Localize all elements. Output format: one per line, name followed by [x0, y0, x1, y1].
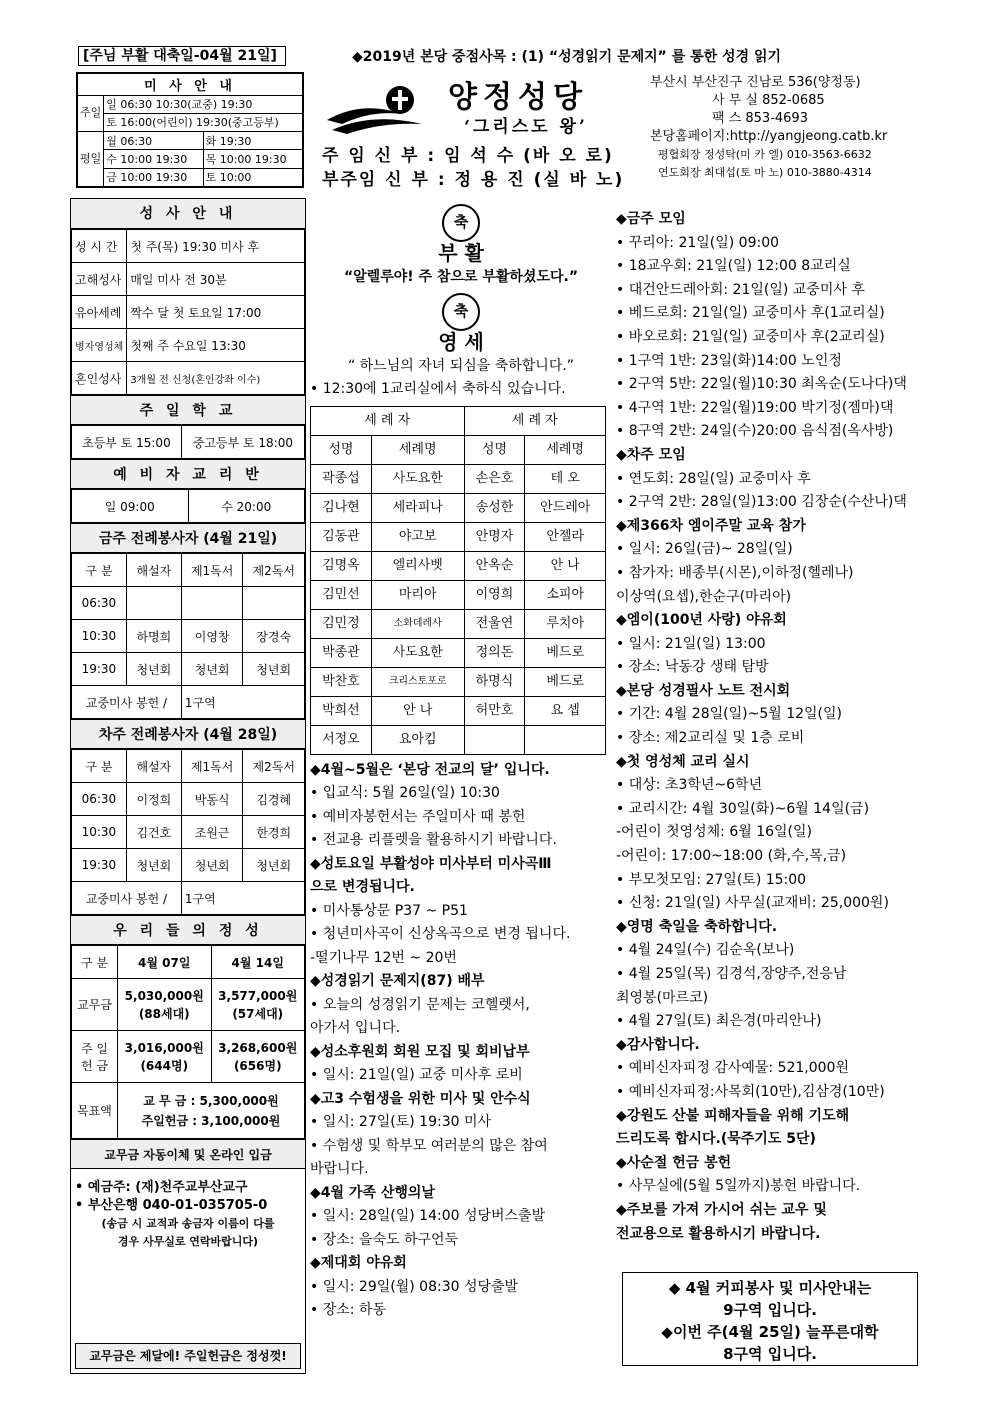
left-column: [70, 198, 306, 1374]
td: [126, 587, 181, 620]
th: 해설자: [126, 554, 181, 587]
td: 1구역: [181, 882, 304, 915]
celebration-seal-icon: 축: [442, 204, 480, 242]
homepage-link[interactable]: 본당홈페이지:http://yangjeong.catb.kr: [650, 129, 888, 144]
sacr-value: 3개월 전 신청(혼인강좌 이수): [127, 362, 305, 395]
notice-line: 으로 변경됩니다.: [310, 879, 415, 895]
td: 김경혜: [243, 783, 305, 816]
th: 세례명: [371, 435, 464, 464]
td: 06:30: [72, 587, 127, 620]
celebration-seal-icon: 축: [442, 293, 480, 331]
td: 장경숙: [243, 620, 305, 653]
sacr-label: 성 시 간: [72, 230, 127, 263]
notice-line: • 장소: 을숙도 하구언둑: [310, 1231, 459, 1248]
mass-cell: 월 06:30: [104, 132, 203, 150]
sacr-label: 유아세례: [72, 296, 127, 329]
sacr-label: 혼인성사: [72, 362, 127, 395]
servers-this-week: [71, 553, 305, 719]
th: 제2독서: [243, 554, 305, 587]
th: 구 분: [72, 554, 127, 587]
notice-line: ◆고3 수험생을 위한 미사 및 안수식: [310, 1090, 531, 1107]
td: 이정희: [126, 783, 181, 816]
td: [243, 587, 305, 620]
sacr-label: 고해성사: [72, 263, 127, 296]
td: 조원근: [181, 816, 243, 849]
td: 김건호: [126, 816, 181, 849]
notice-line: • 연도회: 28일(일) 교중미사 후: [616, 470, 811, 487]
easter-message: “알렐루야! 주 참으로 부활하셨도다.”: [343, 268, 579, 285]
bapt-cell: 송성한: [464, 493, 525, 522]
notice-box: [622, 1272, 918, 1366]
sacr-label: 병자영성체: [72, 329, 127, 362]
notice-line: ◆주보를 가져 가시어 쉬는 교우 및: [616, 1201, 827, 1218]
notice-line: ◆엠이(100년 사랑) 야유회: [616, 612, 787, 629]
td: 3,268,600원 (656명): [211, 1031, 305, 1083]
th: 4월 14일: [211, 946, 305, 979]
baptism-table: [310, 406, 606, 755]
notice-line: ◆성소후원회 회원 모집 및 회비납부: [310, 1043, 530, 1060]
sacr-value: 첫 주(목) 19:30 미사 후: [127, 230, 305, 263]
bapt-cell: 소화데레사: [371, 609, 464, 638]
weekday-label: 평일: [78, 132, 104, 187]
bank-line: • 부산은행 040-01-035705-0: [75, 1198, 268, 1213]
note-line: ◆이번 주(4월 25일) 늘푸른대학: [661, 1323, 879, 1341]
bapt-cell: 전울연: [464, 609, 525, 638]
servers-next-week: [71, 749, 305, 915]
notice-line: • 일시: 28일(일) 14:00 성당버스출발: [310, 1208, 546, 1224]
mass-schedule: [76, 72, 304, 188]
bapt-cell: 김동관: [311, 522, 372, 551]
bapt-cell: 허만호: [464, 696, 525, 725]
notice-line: ◆첫 영성체 교리 실시: [616, 753, 750, 770]
sunday-school-title: 주 일 학 교: [71, 395, 305, 425]
right-column: [616, 208, 922, 1246]
bank-title: 교무금 자동이체 및 온라인 입금: [71, 1139, 305, 1169]
notice-line: • 입교식: 5월 26일(일) 10:30: [310, 785, 500, 801]
bapt-cell: 테 오: [525, 464, 606, 493]
notice-line: • 베드로회: 21일(일) 교중미사 후(1교리실): [616, 305, 885, 322]
pastoral-theme: ◆2019년 본당 중점사목 : (1) “성경읽기 문제지” 를 통한 성경 읽기: [352, 49, 782, 65]
notice-line: • 교리시간: 4월 30일(화)~6월 14일(금): [616, 800, 870, 817]
bank-line: 경우 사무실로 연락바랍니다): [117, 1235, 259, 1248]
td: 청년회: [126, 653, 181, 686]
church-name: 양정성당: [448, 80, 588, 115]
td: 청년회: [181, 849, 243, 882]
bapt-cell: 안 나: [371, 696, 464, 725]
notice-line: ◆제366차 엠이주말 교육 참가: [616, 517, 806, 534]
date-header: [주님 부활 대축일-04월 21일]: [78, 46, 286, 66]
bapt-cell: 세라피나: [371, 493, 464, 522]
td: 19:30: [72, 653, 127, 686]
td: 청년회: [243, 653, 305, 686]
bapt-cell: 안드레아: [525, 493, 606, 522]
bank-info: [71, 1169, 305, 1261]
bapt-cell: 하명식: [464, 667, 525, 696]
th: 제1독서: [181, 750, 243, 783]
mass-cell: 수 10:00 19:30: [104, 150, 203, 168]
th: 제2독서: [243, 750, 305, 783]
notice-line: • 4월 25일(목) 김경석,장양주,전응남: [616, 966, 847, 982]
bapt-cell: 요아킴: [371, 725, 464, 754]
servers-next-week-title: 차주 전례봉사자 (4월 28일): [71, 719, 305, 749]
sacrament-title: 성 사 안 내: [71, 199, 305, 229]
office-phone: 사 무 실 852-0685: [712, 93, 825, 108]
notice-line: • 일시: 29일(월) 08:30 성당출발: [310, 1278, 519, 1295]
notice-line: ◆감사합니다.: [616, 1036, 700, 1053]
sacr-value: 매일 미사 전 30분: [127, 263, 305, 296]
notice-line: • 미사통상문 P37 ~ P51: [310, 902, 468, 919]
notice-line: 드리도록 합시다.(묵주기도 5단): [616, 1131, 816, 1148]
notice-line: • 수험생 및 학부모 여러분의 많은 참여: [310, 1137, 548, 1154]
notice-line: ◆성경읽기 문제지(87) 배부: [310, 973, 485, 989]
bapt-cell: 요 셉: [525, 696, 606, 725]
td: 한경희: [243, 816, 305, 849]
td: 교무금: [72, 979, 118, 1031]
notice-line: • 예비신자피정:사목회(10만),김삼경(10만): [616, 1083, 885, 1100]
td: [181, 587, 243, 620]
bapt-cell: 베드로: [525, 667, 606, 696]
church-logo-icon: [322, 80, 442, 140]
bapt-cell: 김민선: [311, 580, 372, 609]
notice-line: • 장소: 하동: [310, 1302, 386, 1318]
notice-line: • 일시: 21일(일) 교중 미사후 로비: [310, 1067, 523, 1083]
bapt-cell: 베드로: [525, 638, 606, 667]
td: 청년회: [181, 653, 243, 686]
bapt-cell: 엘리사벳: [371, 551, 464, 580]
note-line: 9구역 입니다.: [723, 1301, 817, 1319]
notice-line: • 4구역 1반: 22일(월)19:00 박기정(젬마)댁: [616, 399, 894, 416]
td: 3,016,000원 (644명): [118, 1031, 212, 1083]
bapt-cell: 크리스토포로: [371, 667, 464, 696]
middle-notices: [310, 759, 612, 1323]
sunday-row: 일 06:30 10:30(교중) 19:30: [104, 95, 303, 113]
baptism-title: 영 세: [438, 330, 484, 354]
council-president: 평협회장 정성탁(미 카 엘) 010-3563-6632: [658, 148, 872, 161]
notice-line: -떨기나무 12번 ~ 20번: [310, 949, 457, 966]
note-line: ◆ 4월 커피봉사 및 미사안내는: [668, 1279, 872, 1297]
cat-cell: 수 20:00: [188, 490, 305, 523]
bank-line: (송금 시 교적과 송금자 이름이 다를: [101, 1217, 275, 1230]
td: 박동식: [181, 783, 243, 816]
td: 06:30: [72, 783, 127, 816]
notice-line: • 사무실에(5월 5일까지)봉헌 바랍니다.: [616, 1178, 861, 1195]
notice-line: -어린이 첫영성체: 6월 16일(일): [616, 824, 813, 841]
easter-title: 부 활: [438, 241, 484, 265]
notice-line: • 18교우회: 21일(일) 12:00 8교리실: [616, 258, 851, 275]
baptism-message: “ 하느님의 자녀 되심을 축하합니다.”: [347, 357, 575, 374]
bapt-cell: 김명옥: [311, 551, 372, 580]
notice-line: ◆4월~5월은 ‘본당 전교의 달’ 입니다.: [310, 761, 550, 778]
bapt-cell: 마리아: [371, 580, 464, 609]
address: 부산시 부산진구 진남로 536(양정동): [650, 75, 861, 90]
sacrament-table: [71, 229, 305, 395]
note-line: 8구역 입니다.: [723, 1345, 817, 1363]
offering-slogan: 교무금은 제달에! 주일헌금은 정성껏!: [75, 1343, 301, 1369]
notice-line: ◆강원도 산불 피해자들을 위해 기도해: [616, 1107, 850, 1124]
notice-line: -어린이: 17:00~18:00 (화,수,목,금): [616, 848, 847, 865]
middle-column: [310, 204, 612, 1323]
th: 구 분: [72, 750, 127, 783]
offering-table: [71, 945, 305, 1139]
th: 세 례 자: [311, 406, 465, 435]
bapt-cell: 루치아: [525, 609, 606, 638]
bapt-cell: 이영희: [464, 580, 525, 609]
notice-line: • 1구역 1반: 23일(화)14:00 노인정: [616, 352, 842, 369]
notice-line: • 청년미사곡이 신상옥곡으로 변경 됩니다.: [310, 926, 571, 942]
td: 10:30: [72, 816, 127, 849]
goal-line: 주일헌금 : 3,100,000원: [141, 1113, 281, 1128]
mass-cell: 화 19:30: [203, 132, 302, 150]
saturday-row: 토 16:00(어린이) 19:30(중고등부): [104, 113, 303, 131]
sunday-label: 주일: [78, 95, 104, 132]
td: 주 일 헌 금: [72, 1031, 118, 1083]
church-subtitle: ‘그리스도 왕’: [464, 117, 588, 137]
th: 해설자: [126, 750, 181, 783]
th: 세례명: [525, 435, 606, 464]
bapt-cell: 사도요한: [371, 638, 464, 667]
bapt-cell: 사도요한: [371, 464, 464, 493]
baptism-note: • 12:30에 1교리실에서 축하식 있습니다.: [310, 381, 566, 397]
notice-line: • 8구역 2반: 24일(수)20:00 음식점(옥사방): [616, 423, 894, 440]
contact-info: [650, 74, 887, 182]
goal-line: 교 무 금 : 5,300,000원: [143, 1093, 279, 1108]
notice-line: 바랍니다.: [310, 1161, 369, 1177]
bapt-cell: 손은호: [464, 464, 525, 493]
bank-line: • 예금주: (재)천주교부산교구: [75, 1180, 248, 1195]
notice-line: • 바오로회: 21일(일) 교중미사 후(2교리실): [616, 328, 885, 345]
td: 교중미사 봉헌 /: [72, 882, 182, 915]
notice-line: • 참가자: 배종부(시몬),이하정(헬레나): [616, 564, 854, 581]
fax: 팩 스 853-4693: [712, 111, 808, 126]
td: 교중미사 봉헌 /: [72, 686, 182, 719]
td: 3,577,000원 (57세대): [211, 979, 305, 1031]
td: 목표액: [72, 1083, 118, 1139]
bapt-cell: 박찬호: [311, 667, 372, 696]
cat-cell: 일 09:00: [72, 490, 189, 523]
bapt-cell: 김나현: [311, 493, 372, 522]
td: 청년회: [243, 849, 305, 882]
notice-line: • 기간: 4월 28일(일)~5월 12일(일): [616, 706, 842, 723]
notice-line: 아가서 입니다.: [310, 1020, 401, 1036]
notice-line: • 신청: 21일(일) 사무실(교재비: 25,000원): [616, 895, 889, 912]
yeondo-president: 연도회장 최대섭(토 마 노) 010-3880-4314: [658, 166, 872, 179]
notice-line: • 4월 27일(토) 최은경(마리안나): [616, 1013, 822, 1030]
bapt-cell: 안옥순: [464, 551, 525, 580]
th: 구 분: [72, 946, 118, 979]
notice-line: • 예비신자피정 감사예물: 521,000원: [616, 1060, 849, 1077]
td: 1구역: [181, 686, 304, 719]
th: 성명: [311, 435, 372, 464]
servers-this-week-title: 금주 전례봉사자 (4월 21일): [71, 523, 305, 553]
notice-line: • 꾸리아: 21일(일) 09:00: [616, 234, 780, 251]
notice-line: • 대상: 초3학년~6학년: [616, 777, 763, 794]
sacr-value: 첫째 주 수요일 13:30: [127, 329, 305, 362]
notice-line: • 대건안드레아회: 21일(일) 교중미사 후: [616, 281, 865, 298]
notice-line: • 예비자봉헌서는 주일미사 때 봉헌: [310, 808, 526, 825]
sacr-value: 짝수 달 첫 토요일 17:00: [127, 296, 305, 329]
bapt-cell: 정의돈: [464, 638, 525, 667]
notice-line: • 장소: 낙동강 생태 탐방: [616, 659, 769, 676]
notice-line: • 2구역 2반: 28일(일)13:00 김장순(수산나)댁: [616, 494, 907, 511]
mass-cell: 토 10:00: [203, 168, 302, 186]
notice-line: ◆금주 모임: [616, 211, 686, 227]
notice-line: • 오늘의 성경읽기 문제는 코헬렛서,: [310, 996, 530, 1013]
th: 제1독서: [181, 554, 243, 587]
bapt-cell: 야고보: [371, 522, 464, 551]
school-cell: 중고등부 토 18:00: [181, 426, 304, 459]
priest-info: [322, 144, 624, 192]
notice-line: • 일시: 21일(일) 13:00: [616, 635, 766, 652]
notice-line: • 4월 24일(수) 김순옥(보나): [616, 942, 795, 959]
notice-line: 이상역(요셉),한순구(마리아): [616, 588, 792, 605]
notice-line: 전교용으로 활용하시기 바랍니다.: [616, 1225, 821, 1242]
td: 청년회: [126, 849, 181, 882]
th: 4월 07일: [118, 946, 212, 979]
notice-line: ◆성토요일 부활성야 미사부터 미사곡Ⅲ: [310, 855, 552, 872]
bapt-cell: 안 나: [525, 551, 606, 580]
bapt-cell: 곽종섭: [311, 464, 372, 493]
th: 성명: [464, 435, 525, 464]
notice-line: ◆4월 가족 산행의날: [310, 1184, 435, 1201]
bapt-cell: [464, 725, 525, 754]
td: 이영창: [181, 620, 243, 653]
bapt-cell: 안명자: [464, 522, 525, 551]
notice-line: • 일시: 26일(금)~ 28일(일): [616, 541, 793, 558]
notice-line: ◆사순절 헌금 봉헌: [616, 1154, 732, 1171]
offering-title: 우 리 들 의 정 성: [71, 915, 305, 945]
notice-line: • 장소: 제2교리실 및 1층 로비: [616, 730, 805, 747]
bapt-cell: 안젤라: [525, 522, 606, 551]
bapt-cell: [525, 725, 606, 754]
notice-line: • 일시: 27일(토) 19:30 미사: [310, 1114, 492, 1130]
bapt-cell: 박희선: [311, 696, 372, 725]
notice-line: • 부모첫모임: 27일(토) 15:00: [616, 871, 807, 888]
notice-line: 최영봉(마르코): [616, 989, 709, 1006]
school-cell: 초등부 토 15:00: [72, 426, 182, 459]
bapt-cell: 소피아: [525, 580, 606, 609]
catechumen-title: 예 비 자 교 리 반: [71, 459, 305, 489]
th: 세 례 자: [464, 406, 605, 435]
mass-cell: 금 10:00 19:30: [104, 168, 203, 186]
bapt-cell: 서정오: [311, 725, 372, 754]
notice-line: • 전교용 리플렛을 활용하시기 바랍니다.: [310, 832, 557, 848]
notice-line: ◆차주 모임: [616, 446, 686, 463]
notice-line: ◆제대회 야유회: [310, 1255, 407, 1271]
assistant-pastor: 부주임 신 부 : 정 용 진 (실 바 노): [322, 170, 625, 190]
mass-cell: 목 10:00 19:30: [203, 150, 302, 168]
notice-line: ◆영명 축일을 축하합니다.: [616, 918, 778, 935]
td: 하명희: [126, 620, 181, 653]
bapt-cell: 김민정: [311, 609, 372, 638]
td: 10:30: [72, 620, 127, 653]
bapt-cell: 박종관: [311, 638, 372, 667]
td: 5,030,000원 (88세대): [118, 979, 212, 1031]
notice-line: • 2구역 5반: 22일(월)10:30 최옥순(도나다)댁: [616, 376, 907, 393]
pastor: 주 임 신 부 : 임 석 수 (바 오 로): [322, 146, 614, 166]
notice-line: ◆본당 성경필사 노트 전시회: [616, 682, 791, 699]
td: 19:30: [72, 849, 127, 882]
mass-title: 미 사 안 내: [78, 74, 303, 96]
